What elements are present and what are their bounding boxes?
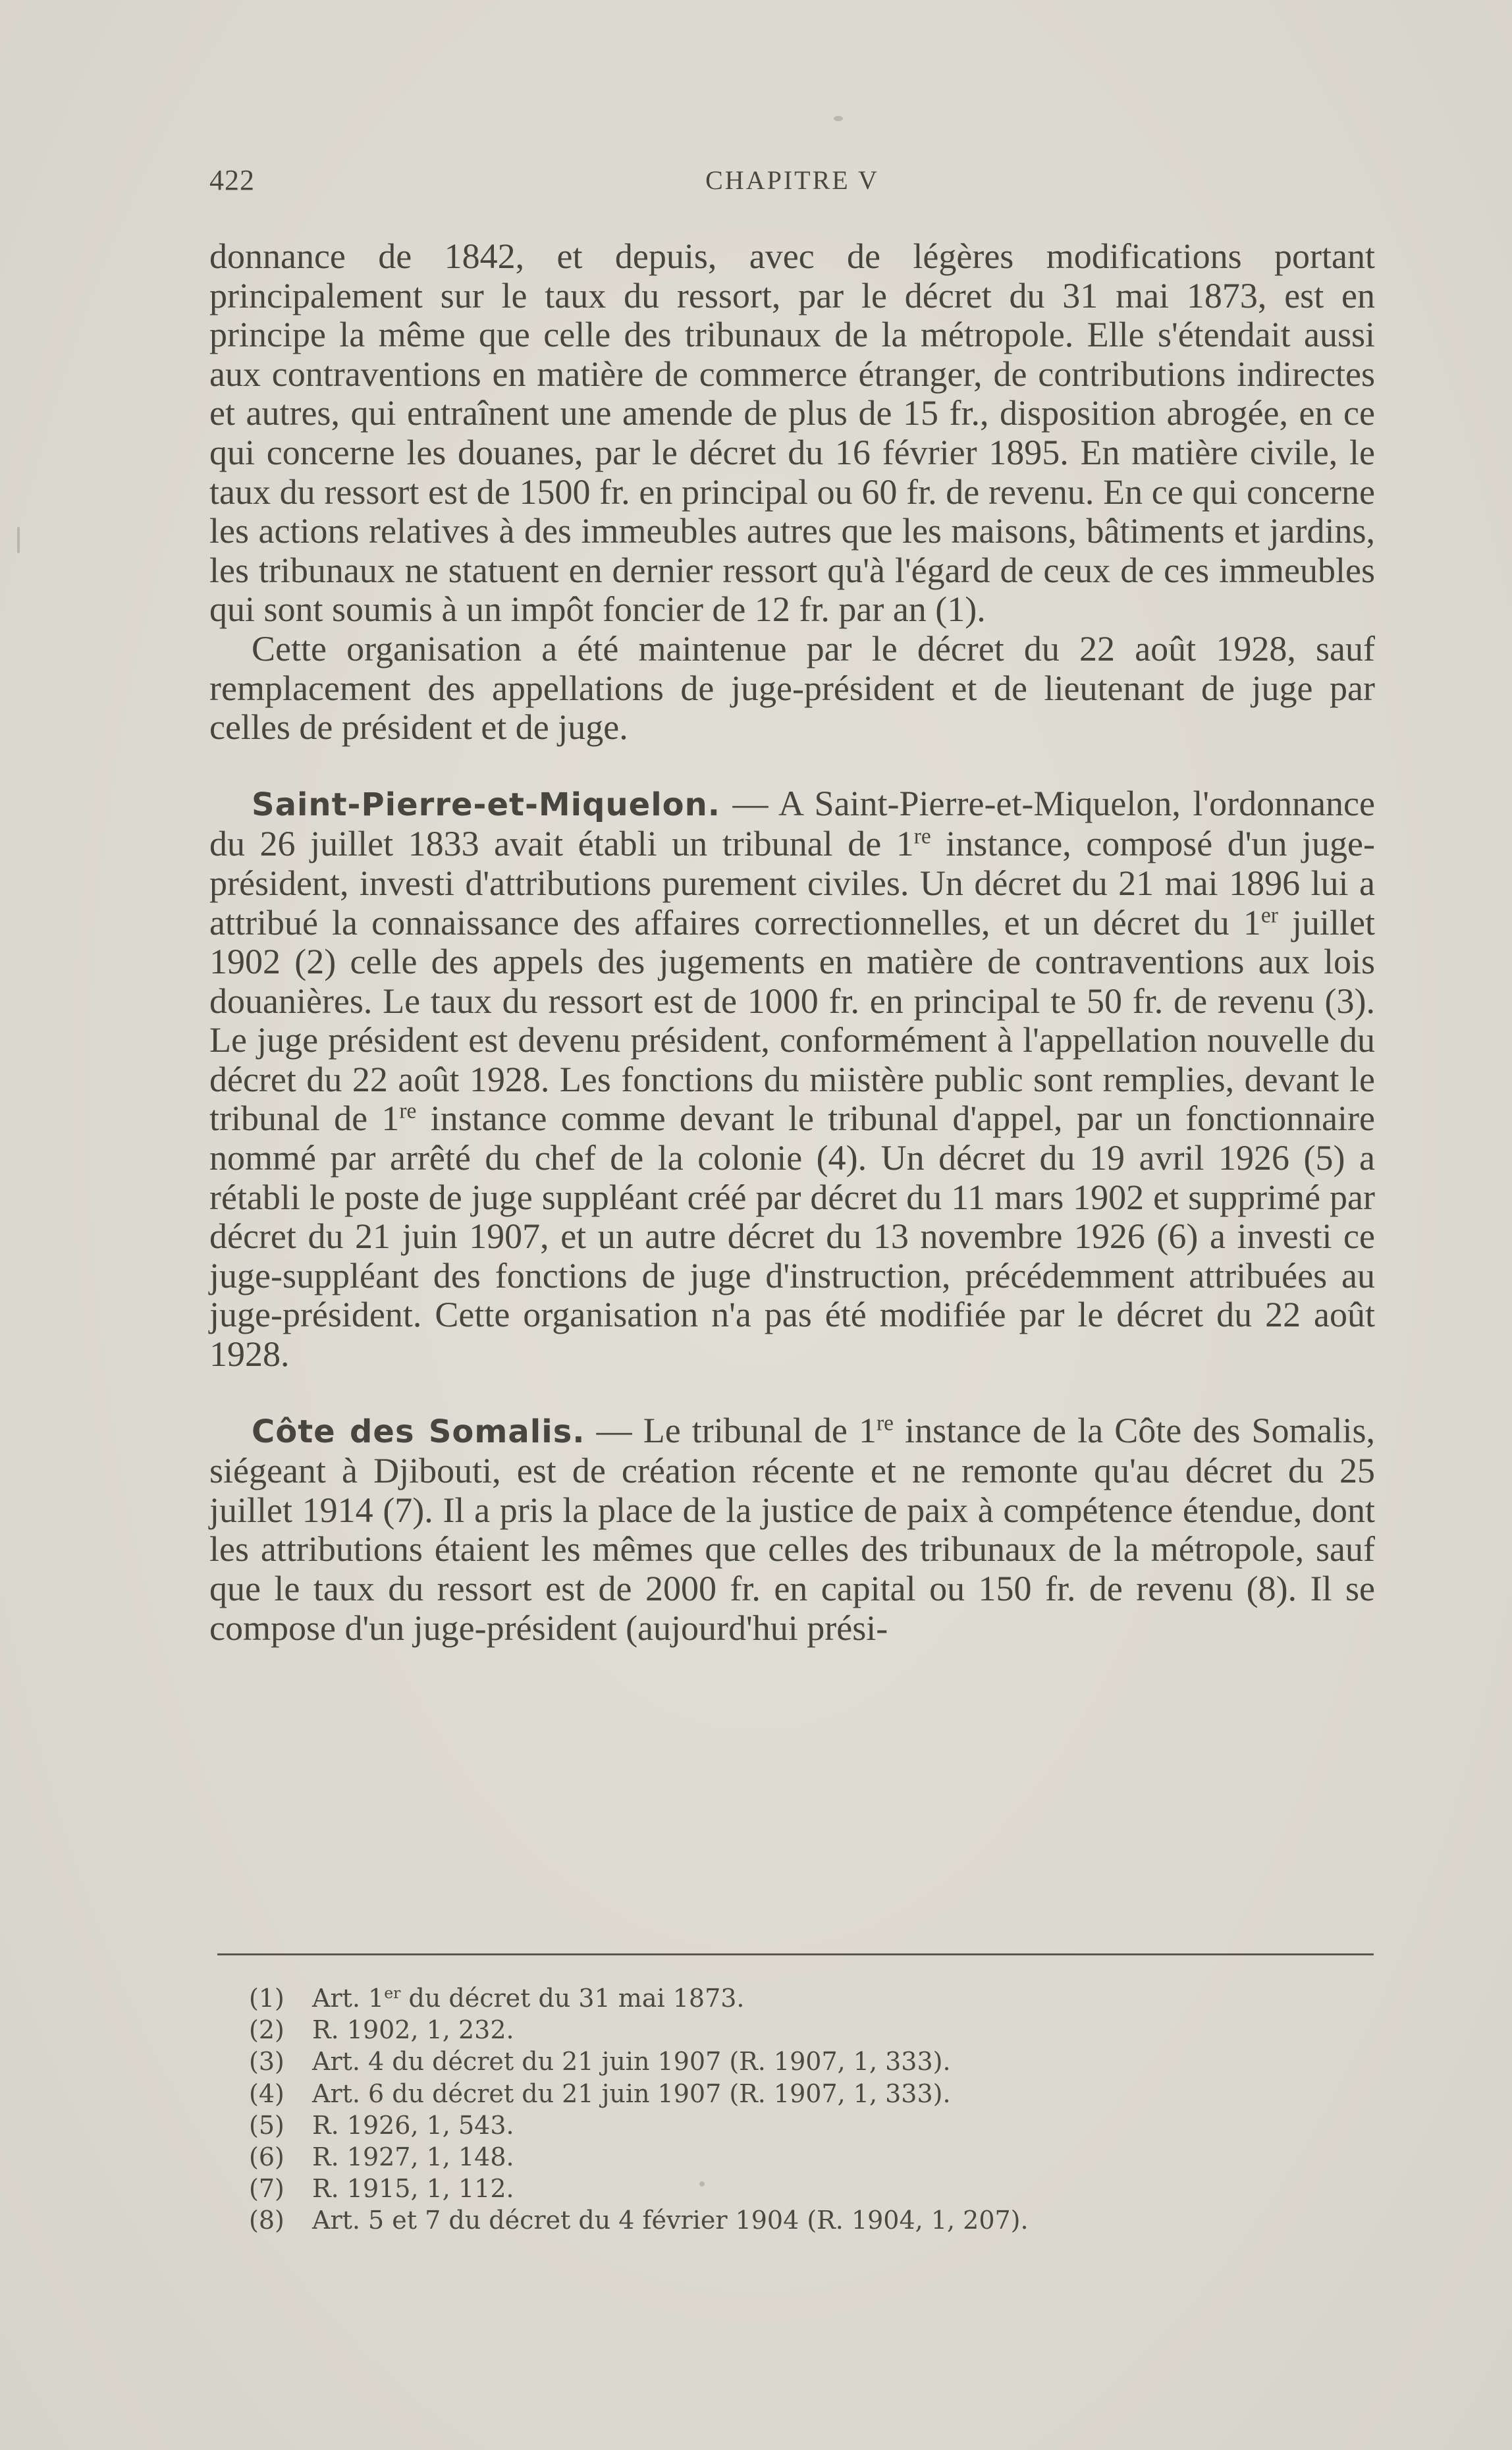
paper-speck — [834, 116, 843, 121]
section-cote-des-somalis: Côte des Somalis. — Le tribunal de 1re instance de la Côte des Somalis, siégeant à Djibouti, est de création récente et ne remonte qu'au décret du 25 juillet 1914 (7). Il a pris la place de la justice de paix à compétence étendue, dont les attributions étaient les mêmes que celles des tribunaux de la métropole, sauf que le taux du ressort est de 2000 fr. en capital ou 150 fr. de revenu (8). Il se compose d'un juge-président (aujourd'hui prési- — [209, 1410, 1375, 1648]
page-header — [209, 163, 1375, 203]
footnote: (5) R. 1926, 1, 543. — [249, 2110, 514, 2140]
paper-speck — [699, 2181, 705, 2187]
footnote: (2) R. 1902, 1, 232. — [249, 2015, 514, 2045]
footnote: (7) R. 1915, 1, 112. — [249, 2174, 514, 2204]
paper-speck — [17, 527, 20, 553]
section-heading: Côte des Somalis. — [252, 1413, 585, 1450]
section-heading: Saint-Pierre-et-Miquelon. — [252, 786, 721, 823]
paragraph: Cette organisation a été maintenue par le décret du 22 août 1928, sauf remplacement des appellations de juge-président et de lieutenant de juge par celles de président et de juge. — [209, 628, 1375, 748]
footnote: (8) Art. 5 et 7 du décret du 4 février 1904 (R. 1904, 1, 207). — [249, 2206, 1029, 2235]
page-number: 422 — [209, 164, 255, 196]
paragraph: donnance de 1842, et depuis, avec de légères modifications portant principalement sur le taux du ressort, par le décret du 31 mai 1873, est en principe la même que celle des tribunaux de la métropole. Elle s'étendait aussi aux contraventions en matière de commerce étranger, de contributions indirectes et autres, qui entraînent une amende de plus de 15 fr., disposition abrogée, en ce qui concerne les douanes, par le décret du 16 février 1895. En matière civile, le taux du ressort est de 1500 fr. en principal ou 60 fr. de revenu. En ce qui concerne les actions relatives à des immeubles autres que les maisons, bâtiments et jardins, les tribunaux ne statuent en dernier ressort qu'à l'égard de ceux de ces immeubles qui sont soumis à un impôt foncier de 12 fr. par an (1). — [209, 236, 1375, 630]
running-head: CHAPITRE V — [705, 165, 879, 195]
footnote: (3) Art. 4 du décret du 21 juin 1907 (R. 1907, 1, 333). — [249, 2047, 951, 2077]
footnotes — [249, 1982, 1368, 2237]
section-saint-pierre: Saint-Pierre-et-Miquelon. — A Saint-Pierre-et-Miquelon, l'ordonnance du 26 juillet 1833 avait établi un tribunal de 1re instance, composé d'un juge-président, investi d'attributions purement civiles. Un décret du 21 mai 1896 lui a attribué la connaissance des affaires correctionnelles, et un décret du 1er juillet 1902 (2) celle des appels des jugements en matière de contraventions aux lois douanières. Le taux du ressort est de 1000 fr. en principal te 50 fr. de revenu (3). Le juge président est devenu président, conformément à l'appellation nouvelle du décret du 22 août 1928. Les fonctions du miistère public sont remplies, devant le tribunal de 1re instance comme devant le tribunal d'appel, par un fonctionnaire nommé par arrêté du chef de la colonie (4). Un décret du 19 avril 1926 (5) a rétabli le poste de juge suppléant créé par décret du 11 mars 1902 et supprimé par décret du 21 juin 1907, et un autre décret du 13 novembre 1926 (6) a investi ce juge-suppléant des fonctions de juge d'instruction, précédemment attribuées au juge-président. Cette organisation n'a pas été modifiée par le décret du 22 août 1928. — [209, 783, 1376, 1375]
body-text — [209, 237, 1375, 1648]
footnote-rule — [217, 1953, 1374, 1955]
footnote: (1) Art. 1er du décret du 31 mai 1873. — [249, 1984, 745, 2013]
footnote: (6) R. 1927, 1, 148. — [249, 2142, 514, 2172]
footnote: (4) Art. 6 du décret du 21 juin 1907 (R. 1907, 1, 333). — [249, 2079, 951, 2108]
